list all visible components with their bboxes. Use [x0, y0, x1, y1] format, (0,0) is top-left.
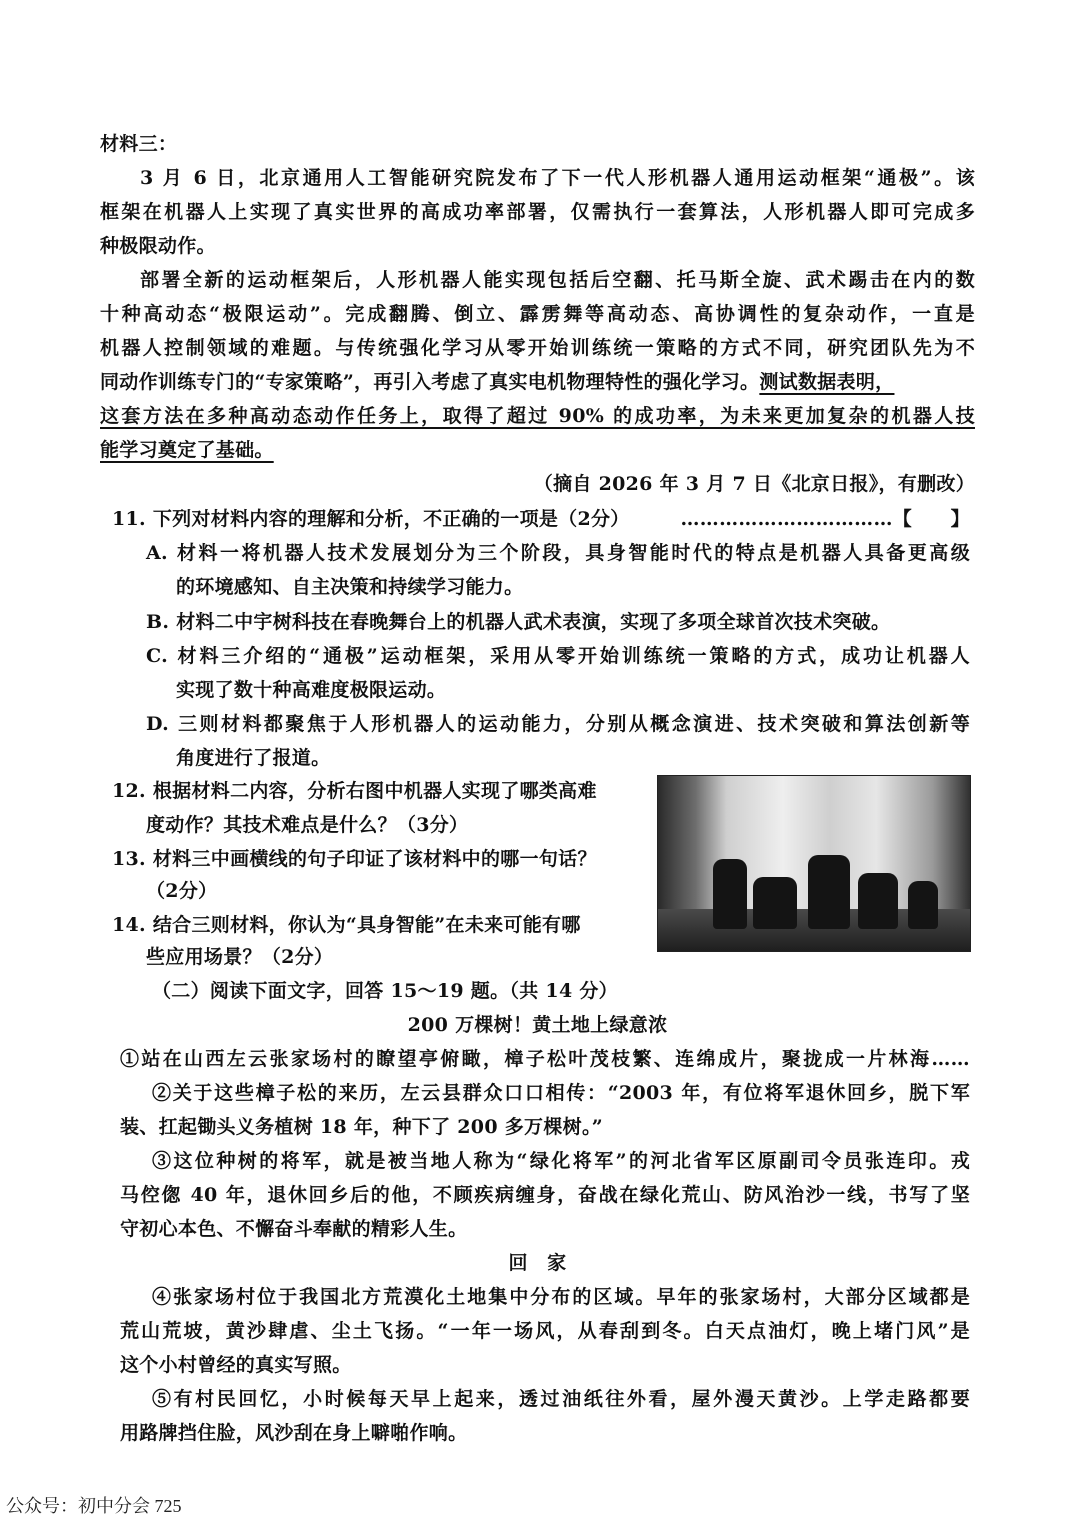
- article-para: ④张家场村位于我国北方荒漠化土地集中分布的区域。早年的张家场村，大部分区域都是: [152, 1286, 970, 1308]
- article-para: 荒山荒坡，黄沙肆虐、尘土飞扬。“一年一场风，从春刮到冬。白天点油灯，晚上堵门风”是: [120, 1320, 970, 1342]
- q11-answer-blank: ……………………………【 】: [680, 508, 970, 530]
- article-para: ②关于这些樟子松的来历，左云县群众口口相传：“2003 年，有位将军退休回乡，脱下军: [152, 1082, 970, 1104]
- q11-option-a-cont: 的环境感知、自主决策和持续学习能力。: [176, 576, 524, 598]
- material3-line: 同动作训练专门的“专家策略”，再引入考虑了真实电机物理特性的强化学习。: [100, 371, 760, 393]
- material3-source: （摘自 2026 年 3 月 7 日《北京日报》，有删改）: [533, 473, 975, 495]
- q11-option-c-cont: 实现了数十种高难度极限运动。: [176, 679, 447, 701]
- q12-line2: 度动作？其技术难点是什么？（3分）: [146, 814, 469, 836]
- material3-line-mixed: [100, 369, 975, 395]
- footer-watermark: 公众号：初中分会 725: [6, 1496, 182, 1516]
- article-title: 200 万棵树！黄土地上绿意浓: [407, 1014, 668, 1036]
- q14-line2: 些应用场景？（2分）: [146, 946, 334, 968]
- q13-line2: （2分）: [146, 880, 218, 902]
- material3-line: 框架在机器人上实现了真实世界的高成功率部署，仅需执行一套算法，人形机器人即可完成多: [100, 201, 975, 223]
- underlined-sentence-start: 测试数据表明，: [759, 371, 895, 393]
- q14-line1: 14. 结合三则材料，你认为“具身智能”在未来可能有哪: [112, 914, 581, 936]
- underlined-sentence-end: 能学习奠定了基础。: [100, 439, 274, 461]
- article-para: ⑤有村民回忆，小时候每天早上起来，透过油纸往外看，屋外漫天黄沙。上学走路都要: [152, 1388, 970, 1410]
- article-para: ③这位种树的将军，就是被当地人称为“绿化将军”的河北省军区原副司令员张连印。戎: [152, 1150, 970, 1172]
- robot-silhouette: [908, 881, 938, 929]
- q11-option-d-cont: 角度进行了报道。: [176, 747, 331, 769]
- q13-line1: 13. 材料三中画横线的句子印证了该材料中的哪一句话？: [112, 848, 597, 870]
- article-para: 用路牌挡住脸，风沙刮在身上噼啪作响。: [120, 1422, 468, 1444]
- q11-option-d: D. 三则材料都聚焦于人形机器人的运动能力，分别从概念演进、技术突破和算法创新等: [146, 713, 970, 735]
- q11-option-a: A. 材料一将机器人技术发展划分为三个阶段，具身智能时代的特点是机器人具备更高级: [146, 542, 970, 564]
- robot-silhouette: [858, 873, 898, 929]
- q12-line1: 12. 根据材料二内容，分析右图中机器人实现了哪类高难: [112, 780, 597, 802]
- material3-line: 十种高动态“极限运动”。完成翻腾、倒立、霹雳舞等高动态、高协调性的复杂动作，一直是: [100, 303, 975, 325]
- material3-line: 机器人控制领域的难题。与传统强化学习从零开始训练统一策略的方式不同，研究团队先为不: [100, 337, 975, 359]
- robot-silhouette: [753, 877, 797, 929]
- article-para: 这个小村曾经的真实写照。: [120, 1354, 352, 1376]
- article-para: 装、扛起锄头义务植树 18 年，种下了 200 多万棵树。”: [120, 1116, 603, 1138]
- robot-silhouette: [713, 859, 747, 929]
- material3-line: 种极限动作。: [100, 235, 216, 257]
- q11-stem: 11. 下列对材料内容的理解和分析，不正确的一项是（2分）: [112, 508, 630, 530]
- article-para: 马倥偬 40 年，退休回乡后的他，不顾疾病缠身，奋战在绿化荒山、防风治沙一线，书写了坚: [120, 1184, 970, 1206]
- q11-option-c: C. 材料三介绍的“通极”运动框架，采用从零开始训练统一策略的方式，成功让机器人: [146, 645, 970, 667]
- material3-line: 部署全新的运动框架后，人形机器人能实现包括后空翻、托马斯全旋、武术踢击在内的数: [140, 269, 975, 291]
- q11-option-b: B. 材料二中宇树科技在春晚舞台上的机器人武术表演，实现了多项全球首次技术突破。: [146, 611, 891, 633]
- robot-silhouette: [808, 855, 850, 929]
- section2-heading: （二）阅读下面文字，回答 15～19 题。（共 14 分）: [152, 980, 618, 1002]
- article-subtitle: 回 家: [508, 1252, 567, 1274]
- article-para: ①站在山西左云张家场村的瞭望亭俯瞰，樟子松叶茂枝繁、连绵成片，聚拢成一片林海……: [120, 1048, 970, 1070]
- underlined-sentence: 这套方法在多种高动态动作任务上，取得了超过 90% 的成功率，为未来更加复杂的机器人技: [100, 405, 975, 427]
- material3-line: 3 月 6 日，北京通用人工智能研究院发布了下一代人形机器人通用运动框架“通极”。该: [140, 167, 975, 189]
- robot-performance-photo: [657, 775, 971, 952]
- article-para: 守初心本色、不懈奋斗奉献的精彩人生。: [120, 1218, 468, 1240]
- material3-heading: 材料三：: [100, 133, 178, 155]
